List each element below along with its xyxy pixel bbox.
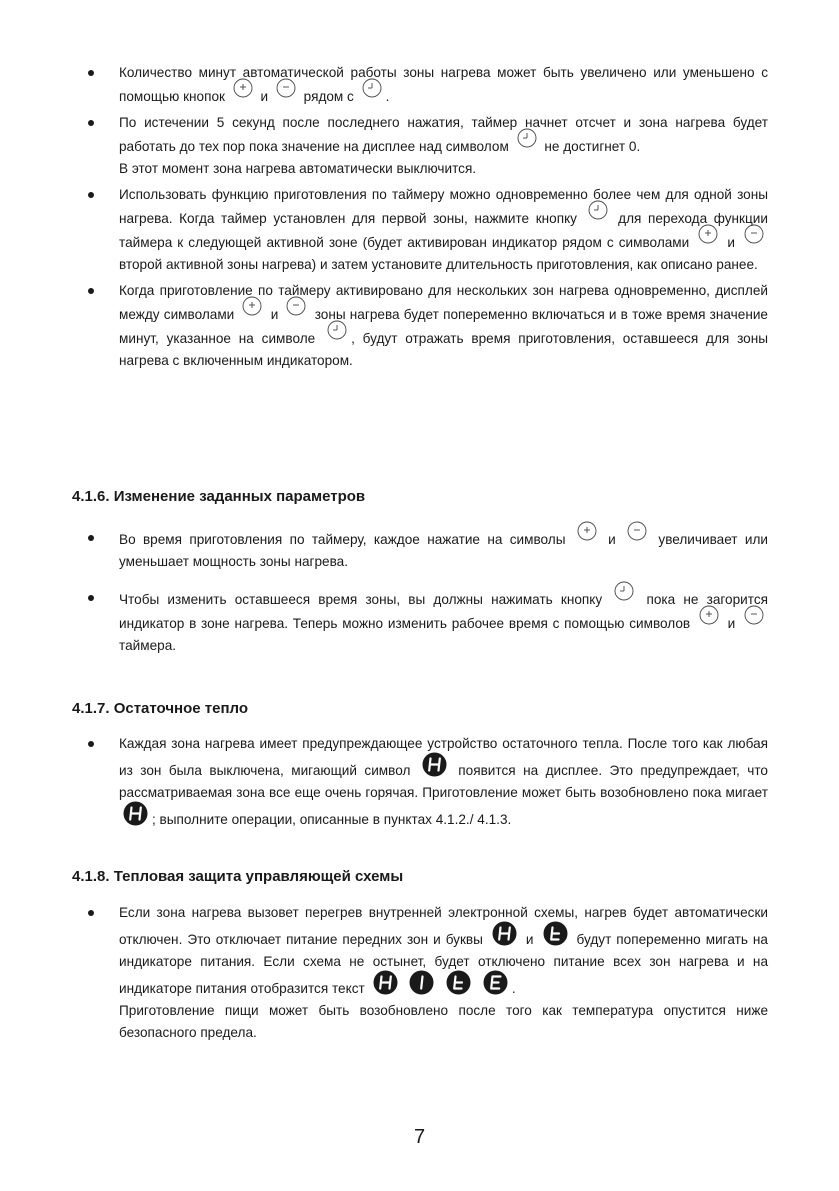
display-i-icon	[409, 970, 434, 995]
thermal-protection-list	[88, 902, 768, 1044]
display-h-icon	[373, 970, 398, 995]
section-heading-4-1-6: 4.1.6. Изменение заданных параметров	[72, 488, 366, 505]
display-t-icon	[543, 921, 568, 946]
timer-icon	[614, 581, 634, 601]
timer-icon	[362, 78, 382, 98]
minus-icon	[627, 521, 647, 541]
list-item: По истечении 5 секунд после последнего нажатия, таймер начнет отсчет и зона нагрева будет работать до тех пор пока значение на дисплее над символом не достигнет 0. В этот момент зона нагрева автоматически выключится.	[88, 112, 768, 180]
list-item: Использовать функцию приготовления по таймеру можно одновременно более чем для одной зоны нагрева. Когда таймер установлен для первой зоны, нажмите кнопку для перехода функции таймера к следующей активной зоне (будет активирован индикатор рядом с символами и второй активной зоны нагрева) и затем установите длительность приготовления, как описано ранее.	[88, 184, 768, 276]
timer-icon	[517, 128, 537, 148]
timer-icon	[327, 320, 347, 340]
parameters-list	[88, 527, 768, 657]
timer-icon	[588, 200, 608, 220]
list-item: Количество минут автоматической работы зоны нагрева может быть увеличено или уменьшено с помощью кнопок и рядом с .	[88, 62, 768, 108]
section-heading-4-1-7: 4.1.7. Остаточное тепло	[72, 700, 249, 717]
timer-instructions-list	[88, 62, 768, 372]
list-item: Когда приготовление по таймеру активировано для нескольких зон нагрева одновременно, дисплей между символами и зоны нагрева будет попеременно включаться и в тоже время значение минут, указанное на символе , будут отражать время приготовления, оставшееся для зоны нагрева с включенным индикатором.	[88, 280, 768, 372]
minus-icon	[286, 296, 306, 316]
list-item: Если зона нагрева вызовет перегрев внутренней электронной схемы, нагрев будет автоматически отключен. Это отключает питание передних зон и буквы и будут попеременно мигать на индикаторе питания. Если схема не остынет, будет отключено питание всех зон нагрева и на индикаторе питания отобразится текст . Приготовление пищи может быть возобновлено после того как температура опустится ниже безопасного предела.	[88, 902, 768, 1044]
list-item: Чтобы изменить оставшееся время зоны, вы должны нажимать кнопку пока не загорится индикатор в зоне нагрева. Теперь можно изменить рабочее время с помощью символов и таймера.	[88, 587, 768, 657]
display-e-icon	[483, 970, 508, 995]
list-item: Во время приготовления по таймеру, каждое нажатие на символы и увеличивает или уменьшает мощность зоны нагрева.	[88, 527, 768, 573]
plus-icon	[242, 296, 262, 316]
display-h-icon	[123, 801, 148, 826]
section-heading-4-1-8: 4.1.8. Тепловая защита управляющей схемы	[72, 868, 404, 885]
plus-icon	[698, 224, 718, 244]
plus-icon	[699, 605, 719, 625]
display-t-icon	[446, 970, 471, 995]
list-item: Каждая зона нагрева имеет предупреждающее устройство остаточного тепла. После того как любая из зон была выключена, мигающий символ появится на дисплее. Это предупреждает, что рассматриваемая зона все еще очень горячая. Приготовление может быть возобновлено пока мигает ; выполните операции, описанные в пунктах 4.1.2./ 4.1.3.	[88, 733, 768, 831]
display-h-icon	[492, 921, 517, 946]
residual-heat-list	[88, 733, 768, 831]
minus-icon	[276, 78, 296, 98]
minus-icon	[744, 224, 764, 244]
plus-icon	[233, 78, 253, 98]
plus-icon	[577, 521, 597, 541]
minus-icon	[744, 605, 764, 625]
page-number: 7	[413, 1126, 426, 1148]
display-h-icon	[422, 752, 447, 777]
